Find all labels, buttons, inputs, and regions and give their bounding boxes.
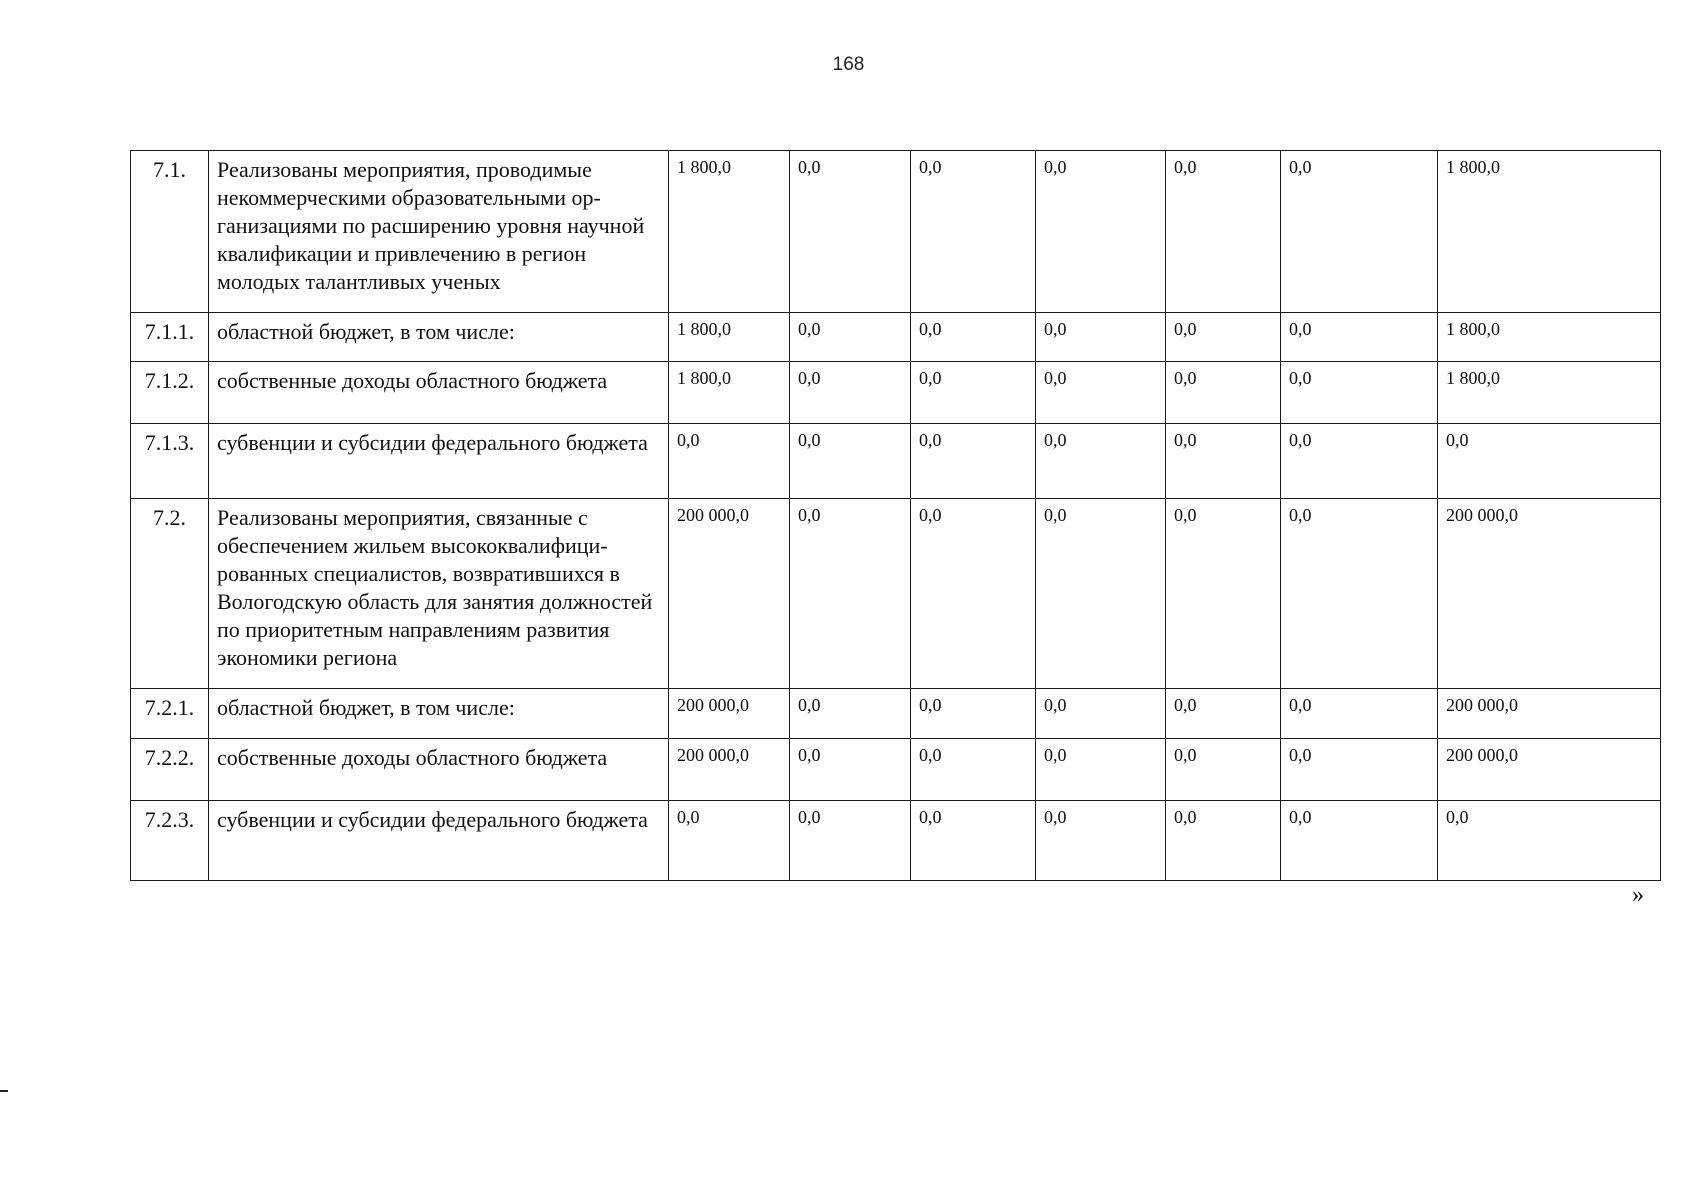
table-row — [131, 424, 1661, 499]
value-cell: 1 800,0 — [1438, 313, 1661, 362]
row-number: 7.2.1. — [131, 689, 209, 739]
value-cell: 200 000,0 — [1438, 689, 1661, 739]
value-cell: 0,0 — [911, 499, 1036, 689]
row-number: 7.1. — [131, 151, 209, 313]
value-cell: 0,0 — [790, 801, 911, 881]
value-cell: 0,0 — [1166, 151, 1281, 313]
row-name: Реализованы мероприятия, связанные с обеспечением жильем высококвалифицированных специалистов, возвратившихся в Вологодскую область для занятия должностей по приоритетным направлениям развития экономики региона — [209, 499, 669, 689]
value-cell: 0,0 — [911, 689, 1036, 739]
value-cell: 0,0 — [1281, 801, 1438, 881]
row-name: собственные доходы областного бюджета — [209, 739, 669, 801]
row-number: 7.1.3. — [131, 424, 209, 499]
table-row — [131, 739, 1661, 801]
value-cell: 1 800,0 — [669, 362, 790, 424]
table-body — [131, 151, 1661, 881]
table-row — [131, 313, 1661, 362]
value-cell: 0,0 — [790, 739, 911, 801]
row-name: областной бюджет, в том числе: — [209, 689, 669, 739]
value-cell: 0,0 — [1281, 499, 1438, 689]
table-row — [131, 499, 1661, 689]
table-row — [131, 801, 1661, 881]
value-cell: 1 800,0 — [1438, 362, 1661, 424]
value-cell: 200 000,0 — [669, 499, 790, 689]
value-cell: 0,0 — [1166, 313, 1281, 362]
value-cell: 0,0 — [790, 499, 911, 689]
value-cell: 0,0 — [1036, 362, 1166, 424]
row-name: субвенции и субсидии федерального бюджета — [209, 424, 669, 499]
row-number: 7.2.3. — [131, 801, 209, 881]
value-cell: 200 000,0 — [669, 689, 790, 739]
value-cell: 1 800,0 — [669, 151, 790, 313]
value-cell: 0,0 — [1036, 739, 1166, 801]
budget-table — [130, 150, 1661, 881]
value-cell: 1 800,0 — [1438, 151, 1661, 313]
table-row — [131, 151, 1661, 313]
row-name: субвенции и субсидии федерального бюджета — [209, 801, 669, 881]
row-name: Реализованы мероприятия, проводимые некоммерческими образовательными организациями по расширению уровня научной квалификации и привлечению в регион молодых талантливых ученых — [209, 151, 669, 313]
value-cell: 0,0 — [911, 313, 1036, 362]
page-number: 168 — [832, 54, 865, 75]
value-cell: 0,0 — [669, 801, 790, 881]
value-cell: 0,0 — [1166, 424, 1281, 499]
value-cell: 0,0 — [1281, 151, 1438, 313]
value-cell: 0,0 — [1036, 499, 1166, 689]
row-name: собственные доходы областного бюджета — [209, 362, 669, 424]
value-cell: 0,0 — [1166, 499, 1281, 689]
value-cell: 0,0 — [790, 362, 911, 424]
row-number: 7.2. — [131, 499, 209, 689]
row-number: 7.2.2. — [131, 739, 209, 801]
row-number: 7.1.1. — [131, 313, 209, 362]
closing-quote: » — [1632, 882, 1644, 908]
value-cell: 0,0 — [790, 151, 911, 313]
value-cell: 200 000,0 — [669, 739, 790, 801]
value-cell: 0,0 — [1438, 424, 1661, 499]
value-cell: 0,0 — [911, 151, 1036, 313]
value-cell: 0,0 — [1036, 151, 1166, 313]
value-cell: 0,0 — [1166, 362, 1281, 424]
value-cell: 0,0 — [790, 313, 911, 362]
value-cell: 0,0 — [1281, 362, 1438, 424]
value-cell: 0,0 — [1036, 424, 1166, 499]
value-cell: 200 000,0 — [1438, 739, 1661, 801]
table-row — [131, 689, 1661, 739]
value-cell: 0,0 — [1036, 313, 1166, 362]
table-row — [131, 362, 1661, 424]
value-cell: 0,0 — [911, 424, 1036, 499]
value-cell: 0,0 — [1281, 313, 1438, 362]
value-cell: 0,0 — [1438, 801, 1661, 881]
value-cell: 0,0 — [790, 689, 911, 739]
value-cell: 0,0 — [1036, 689, 1166, 739]
value-cell: 0,0 — [1166, 689, 1281, 739]
value-cell: 0,0 — [1281, 739, 1438, 801]
value-cell: 0,0 — [911, 801, 1036, 881]
value-cell: 0,0 — [1166, 801, 1281, 881]
value-cell: 0,0 — [1281, 424, 1438, 499]
value-cell: 0,0 — [790, 424, 911, 499]
value-cell: 0,0 — [1036, 801, 1166, 881]
row-name: областной бюджет, в том числе: — [209, 313, 669, 362]
value-cell: 200 000,0 — [1438, 499, 1661, 689]
value-cell: 0,0 — [1281, 689, 1438, 739]
value-cell: 1 800,0 — [669, 313, 790, 362]
value-cell: 0,0 — [911, 362, 1036, 424]
row-number: 7.1.2. — [131, 362, 209, 424]
value-cell: 0,0 — [669, 424, 790, 499]
value-cell: 0,0 — [1166, 739, 1281, 801]
value-cell: 0,0 — [911, 739, 1036, 801]
margin-mark — [0, 1090, 8, 1092]
